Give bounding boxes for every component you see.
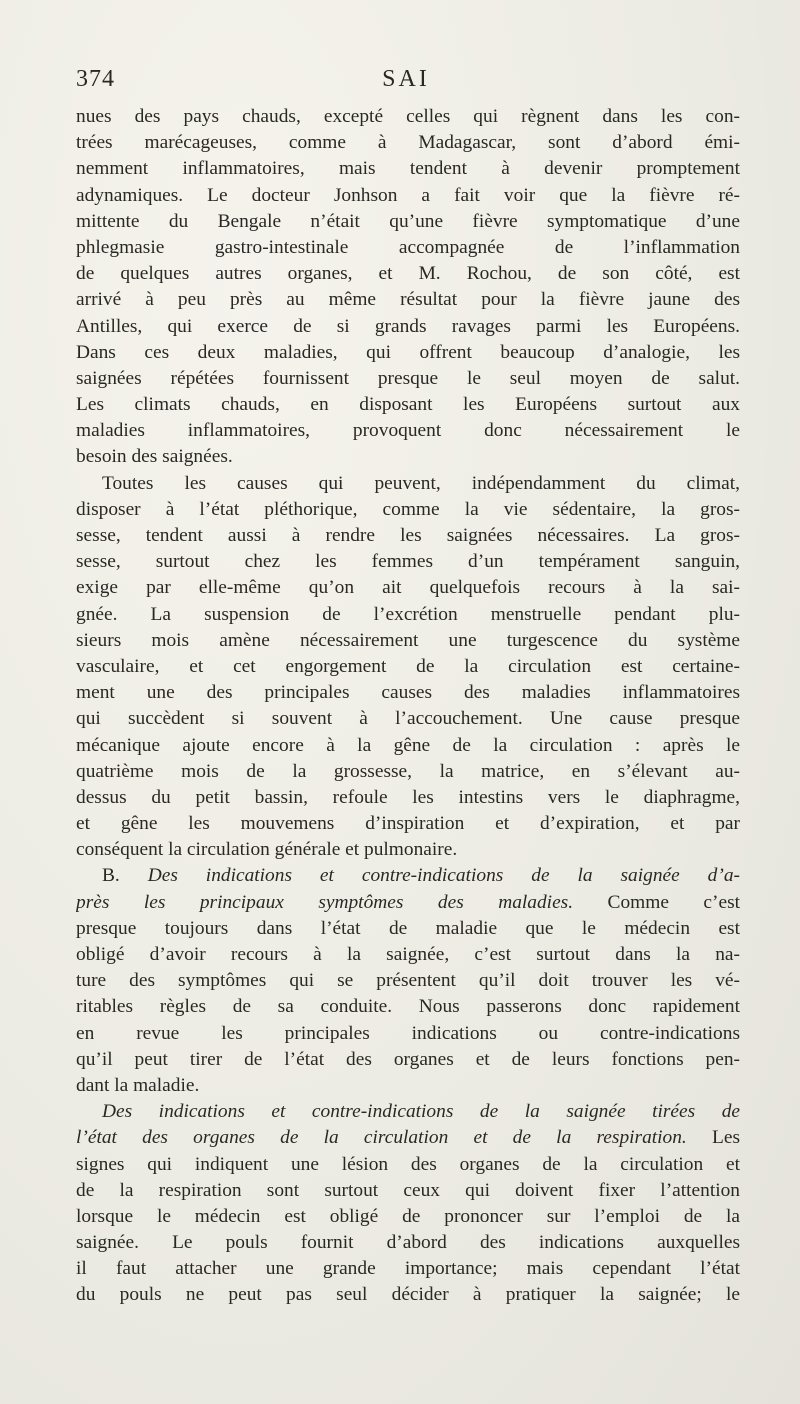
text-line bbox=[76, 1099, 740, 1125]
line-text: besoin des saignées. bbox=[76, 446, 233, 468]
text-line bbox=[76, 785, 740, 811]
page-number: 374 bbox=[76, 66, 115, 92]
line-text: saignées répétées fournissent presque le seul moyen de salut. bbox=[76, 367, 740, 389]
line-text: sesse, tendent aussi à rendre les saignées nécessaires. La gros- bbox=[76, 525, 740, 546]
line-text: disposer à l’état pléthorique, comme la vie sédentaire, la gros- bbox=[76, 498, 740, 520]
line-text: lorsque le médecin est obligé de prononcer sur l’emploi de la bbox=[76, 1205, 740, 1227]
text-line bbox=[76, 444, 740, 470]
text-line bbox=[76, 209, 740, 235]
text-line bbox=[76, 1204, 740, 1230]
text-line bbox=[76, 1152, 740, 1178]
text-line bbox=[76, 863, 740, 889]
text-line bbox=[76, 392, 740, 418]
text-line bbox=[76, 314, 740, 340]
text-line bbox=[76, 1073, 740, 1099]
text-line bbox=[76, 759, 740, 785]
text-line bbox=[76, 104, 740, 130]
line-text: de quelques autres organes, et M. Rochou, de son côté, est bbox=[76, 263, 740, 285]
running-title: SAI bbox=[382, 66, 430, 92]
italic-heading-text: Des indications et contre-indications de la saignée tirées de bbox=[102, 1101, 740, 1123]
text-line bbox=[76, 680, 740, 706]
line-text: signes qui indiquent une lésion des organes de la circulation et bbox=[76, 1153, 740, 1175]
text-line bbox=[76, 837, 740, 863]
line-text: Les climats chauds, en disposant les Européens surtout aux bbox=[76, 394, 740, 416]
text-line bbox=[76, 523, 740, 549]
line-text: il faut attacher une grande importance; mais cependant l’état bbox=[76, 1258, 740, 1280]
text-line bbox=[76, 549, 740, 575]
line-text: mécanique ajoute encore à la gêne de la circulation : après le bbox=[76, 734, 740, 756]
text-line bbox=[76, 340, 740, 366]
italic-heading-text: l’état des organes de la circulation et de la respiration. bbox=[76, 1127, 687, 1149]
line-text: gnée. La suspension de l’excrétion menstruelle pendant plu- bbox=[76, 603, 740, 625]
line-text: saignée. Le pouls fournit d’abord des indications auxquelles bbox=[76, 1232, 740, 1254]
text-line bbox=[76, 733, 740, 759]
text-line bbox=[76, 130, 740, 156]
line-text: qui succèdent si souvent à l’accouchement. Une cause presque bbox=[76, 708, 740, 730]
line-text: conséquent la circulation générale et pulmonaire. bbox=[76, 839, 458, 861]
line-text: nues des pays chauds, excepté celles qui règnent dans les con- bbox=[76, 106, 740, 127]
text-line bbox=[76, 1125, 740, 1151]
text-line bbox=[76, 287, 740, 313]
text-line bbox=[76, 366, 740, 392]
text-line bbox=[76, 1021, 740, 1047]
line-text: sesse, surtout chez les femmes d’un tempérament sanguin, bbox=[76, 551, 740, 573]
text-line bbox=[76, 811, 740, 837]
text-line bbox=[76, 575, 740, 601]
line-text: phlegmasie gastro-intestinale accompagnée de l’inflammation bbox=[76, 236, 740, 258]
text-line bbox=[76, 916, 740, 942]
page-header bbox=[76, 66, 736, 100]
line-text: maladies inflammatoires, provoquent donc nécessairement le bbox=[76, 420, 740, 442]
text-line bbox=[76, 1047, 740, 1073]
text-line bbox=[76, 156, 740, 182]
text-line bbox=[76, 942, 740, 968]
text-line bbox=[76, 471, 740, 497]
line-text: ment une des principales causes des maladies inflammatoires bbox=[76, 682, 740, 704]
line-text: mittente du Bengale n’était qu’une fièvre symptomatique d’une bbox=[76, 210, 740, 232]
line-text: Les bbox=[686, 1127, 740, 1149]
line-text: vasculaire, et cet engorgement de la circulation est certaine- bbox=[76, 655, 740, 677]
line-text: exige par elle-même qu’on ait quelquefois recours à la sai- bbox=[76, 577, 740, 599]
line-text: trées marécageuses, comme à Madagascar, sont d’abord émi- bbox=[76, 132, 740, 154]
text-line bbox=[76, 994, 740, 1020]
text-line bbox=[76, 497, 740, 523]
text-line bbox=[76, 1230, 740, 1256]
line-text: Antilles, qui exerce de si grands ravages parmi les Européens. bbox=[76, 315, 740, 337]
text-line bbox=[76, 654, 740, 680]
line-text: quatrième mois de la grossesse, la matrice, en s’élevant au- bbox=[76, 760, 740, 782]
text-line bbox=[76, 1256, 740, 1282]
line-text: ture des symptômes qui se présentent qu’il doit trouver les vé- bbox=[76, 970, 740, 992]
text-line bbox=[76, 602, 740, 628]
line-text: de la respiration sont surtout ceux qui doivent fixer l’attention bbox=[76, 1179, 740, 1201]
line-text: et gêne les mouvemens d’inspiration et d’expiration, et par bbox=[76, 813, 740, 835]
text-line bbox=[76, 418, 740, 444]
line-text: dant la maladie. bbox=[76, 1074, 200, 1096]
text-line bbox=[76, 706, 740, 732]
line-text: adynamiques. Le docteur Jonhson a fait voir que la fièvre ré- bbox=[76, 184, 740, 206]
text-line bbox=[76, 628, 740, 654]
line-text: ritables règles de sa conduite. Nous passerons donc rapidement bbox=[76, 996, 740, 1018]
line-text: Dans ces deux maladies, qui offrent beaucoup d’analogie, les bbox=[76, 341, 740, 363]
text-line bbox=[76, 261, 740, 287]
line-text: en revue les principales indications ou contre-indications bbox=[76, 1022, 740, 1044]
line-text: nemment inflammatoires, mais tendent à devenir promptement bbox=[76, 158, 740, 180]
line-text: dessus du petit bassin, refoule les intestins vers le diaphragme, bbox=[76, 786, 740, 808]
line-text: obligé d’avoir recours à la saignée, c’est surtout dans la na- bbox=[76, 944, 740, 965]
line-text: du pouls ne peut pas seul décider à pratiquer la saignée; le bbox=[76, 1284, 740, 1306]
line-text: sieurs mois amène nécessairement une turgescence du système bbox=[76, 629, 740, 651]
text-line bbox=[76, 1178, 740, 1204]
text-line bbox=[76, 968, 740, 994]
line-text: qu’il peut tirer de l’état des organes et de leurs fonctions pen- bbox=[76, 1048, 740, 1070]
line-text: arrivé à peu près au même résultat pour la fièvre jaune des bbox=[76, 289, 740, 311]
line-text: Comme c’est bbox=[573, 891, 740, 913]
body-text bbox=[76, 104, 740, 1309]
italic-heading-text: près les principaux symptômes des maladies. bbox=[76, 891, 574, 913]
text-line bbox=[76, 235, 740, 261]
line-text: presque toujours dans l’état de maladie que le médecin est bbox=[76, 917, 740, 939]
text-line bbox=[76, 890, 740, 916]
line-text: B. bbox=[102, 865, 148, 887]
text-line bbox=[76, 1282, 740, 1308]
italic-heading-text: Des indications et contre-indications de la saignée d’a- bbox=[147, 865, 740, 887]
text-line bbox=[76, 183, 740, 209]
line-text: Toutes les causes qui peuvent, indépendamment du climat, bbox=[102, 472, 740, 494]
